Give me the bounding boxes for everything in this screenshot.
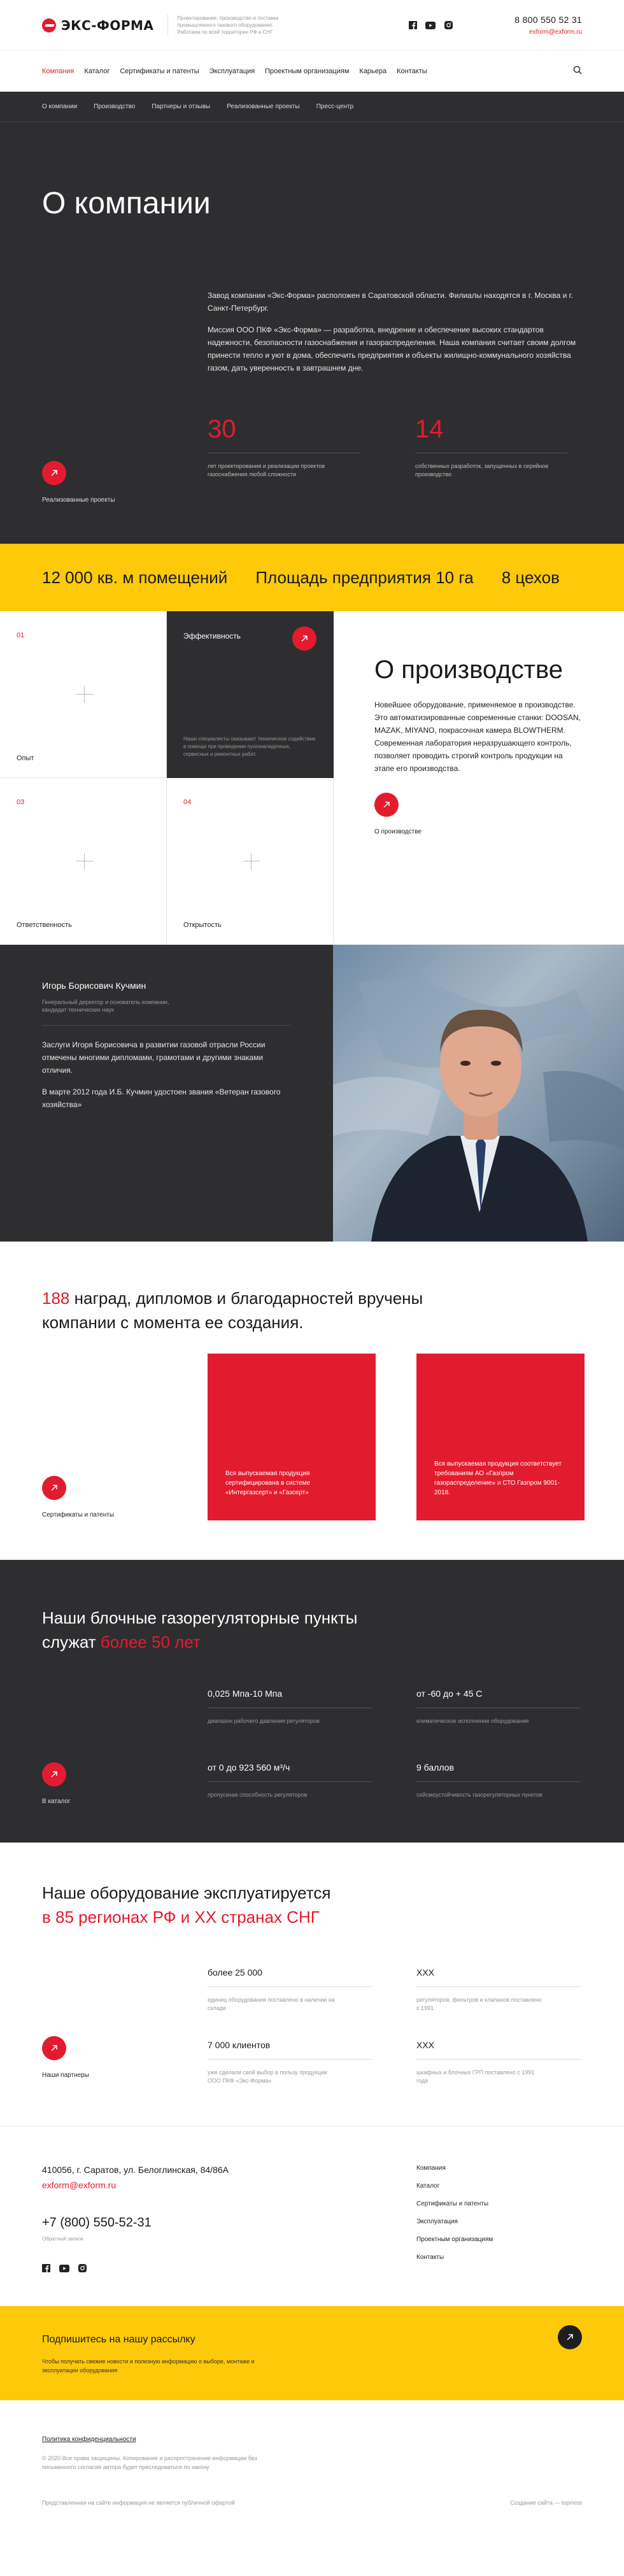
footer-nav-company[interactable]: Компания — [416, 2165, 446, 2172]
tile-number: 03 — [17, 798, 25, 806]
footer-socials — [42, 2264, 87, 2275]
header-email[interactable]: exform@exform.ru — [529, 29, 582, 36]
facebook-icon[interactable] — [42, 2264, 50, 2275]
stat-description: уже сделали свой выбор в пользу продукции ООО ПКФ «Экс-Форма» — [208, 2069, 327, 2084]
stat-grp — [416, 2040, 581, 2085]
stat-value: от 0 до 923 560 м³/ч — [208, 1762, 290, 1773]
stat-description: пропускная способность регуляторов — [208, 1792, 308, 1798]
divider — [208, 1986, 372, 1987]
main-nav — [0, 51, 624, 92]
arrow-icon — [566, 2333, 574, 2341]
production-section — [0, 611, 624, 945]
sub-nav — [0, 92, 624, 122]
plus-icon[interactable] — [76, 686, 93, 703]
stat-description: единиц оборудования поставлено в наличии на складе — [208, 1997, 335, 2011]
subscribe-text: Чтобы получать свежие новости и полезную информацию о выборе, монтаже и эксплуатации оборудования — [42, 2358, 255, 2374]
bottom-bar — [0, 2400, 624, 2576]
nav-design-orgs[interactable]: Проектным организациям — [265, 67, 350, 75]
gas-title-text: Наши блочные газорегуляторные пункты служат — [42, 1608, 358, 1652]
director-paragraph: В марте 2012 года И.Б. Кучмин удостоен звания «Ветеран газового хозяйства» — [42, 1087, 281, 1109]
award-card-text: Вся выпускаемая продукция соответствует требованиям АО «Газпром газораспределение» и СТО Газпром 9001-2018. — [434, 1461, 562, 1496]
nav-career[interactable]: Карьера — [359, 67, 387, 75]
offer-notice: Представленная на сайте информация не является публичной офертой — [42, 2500, 235, 2506]
partners-link-label[interactable]: Наши партнеры — [42, 2072, 89, 2079]
about-section — [0, 92, 624, 544]
arrow-icon[interactable] — [292, 626, 316, 651]
header-tagline: Проектирование, производство и поставка промышленного газового оборудования. Работаем по всей территории РФ и СНГ — [167, 15, 288, 36]
header-contacts — [514, 15, 582, 36]
director-text — [0, 945, 333, 1242]
gas-title — [42, 1606, 360, 1654]
search-icon[interactable] — [573, 66, 582, 78]
page-title: О компании — [42, 187, 211, 220]
divider — [208, 1781, 372, 1782]
award-card-gazprom — [416, 1354, 585, 1520]
tile-efficiency[interactable] — [167, 611, 334, 778]
nav-certificates[interactable]: Сертификаты и патенты — [120, 67, 199, 75]
tile-label: Ответственность — [17, 921, 72, 929]
copyright: © 2020 Все права защищены. Копирование и распространение информации без письменного согласия автора будет преследоваться по закону. — [42, 2455, 257, 2470]
arrow-icon[interactable] — [42, 2036, 66, 2060]
instagram-icon[interactable] — [443, 20, 453, 31]
plus-icon[interactable] — [243, 853, 260, 870]
nav-contacts[interactable]: Контакты — [397, 67, 427, 75]
stat-years — [208, 415, 360, 479]
director-section — [0, 945, 624, 1242]
arrow-icon[interactable] — [42, 461, 66, 485]
facts-band — [0, 544, 624, 611]
fact-territory: Площадь предприятия 10 га — [255, 567, 474, 587]
partners-link[interactable] — [42, 2036, 89, 2079]
logo-icon — [42, 18, 56, 32]
stat-years-label: лет проектирования и реализации проектов газоснабжения любой сложности — [208, 463, 325, 478]
hero — [0, 122, 624, 544]
nav-operation[interactable]: Эксплуатация — [209, 67, 255, 75]
arrow-icon[interactable] — [42, 1762, 66, 1787]
divider — [208, 2059, 372, 2060]
award-card-text: Вся выпускаемая продукция сертифицирована в системе «Интергазсерт» и «Газсерт» — [225, 1470, 311, 1496]
stat-developments — [415, 415, 568, 479]
tile-openness[interactable] — [167, 778, 334, 945]
certificates-link[interactable] — [42, 1476, 114, 1518]
stat-developments-label: собственных разработок, запущенных в серийное производство — [415, 463, 549, 478]
tile-experience[interactable] — [0, 611, 167, 778]
site-header — [0, 0, 624, 51]
regions-title-highlight: в 85 регионах РФ и ХХ странах СНГ — [42, 1907, 320, 1927]
tile-number: 04 — [183, 798, 192, 806]
production-text: Новейшее оборудование, применяемое в производстве. Это автоматизированные современные станки: DOOSAN, MAZAK, MIYANO, покрасочная камера BLOWTHERM. Современная лаборатория неразрушающего контроль, позволяет проводить строгий контроль продукции на этапе его производства. — [374, 700, 581, 773]
director-role: Генеральный директор и основатель компании, кандидат технических наук — [42, 999, 169, 1013]
tile-number: 01 — [17, 632, 25, 639]
hero-paragraph-location: Завод компании «Экс-Форма» расположен в Саратовской области. Филиалы находятся в г. Москва и г. Санкт-Петербург. — [208, 291, 573, 313]
stat-climate — [416, 1688, 581, 1725]
stat-throughput — [208, 1762, 372, 1799]
plus-icon[interactable] — [76, 853, 93, 870]
production-title: О производстве — [374, 656, 563, 684]
stat-value: XXX — [416, 2040, 435, 2050]
production-link[interactable] — [374, 793, 585, 835]
footer-address: 410056, г. Саратов, ул. Белоглинская, 84/86А — [42, 2165, 229, 2175]
regions-title-text: Наше оборудование эксплуатируется — [42, 1883, 331, 1902]
stat-description: шкафных и блочных ГРП поставлено с 1991 года — [416, 2069, 535, 2084]
divider — [416, 1986, 581, 1987]
divider — [416, 2059, 581, 2060]
subscribe-title: Подпишитесь на нашу рассылку — [42, 2334, 195, 2345]
stat-regulators — [416, 1967, 581, 2013]
catalog-link[interactable] — [42, 1762, 71, 1805]
tile-description: Наши специалисты оказывают техническое содействие в помощи при проведении пусконаладочных, сервисных и ремонтных работ. — [183, 736, 316, 757]
subscribe-button[interactable] — [558, 2325, 582, 2349]
privacy-link[interactable]: Политика конфиденциальности — [42, 2436, 136, 2443]
subnav-about[interactable]: О компании — [42, 103, 78, 110]
stat-value: 7 000 клиентов — [208, 2040, 271, 2050]
divider — [42, 1025, 291, 1026]
stat-clients — [208, 2040, 372, 2085]
header-phone[interactable]: 8 800 550 52 31 — [514, 15, 582, 25]
stat-value: 0,025 Мпа-10 Мпа — [208, 1688, 283, 1699]
arrow-icon[interactable] — [374, 793, 399, 817]
stat-seismic — [416, 1762, 581, 1799]
footer-nav-contacts[interactable]: Контакты — [416, 2254, 444, 2261]
subscribe-section — [0, 2306, 624, 2400]
stat-units — [208, 1967, 372, 2013]
stat-years-number: 30 — [208, 415, 236, 443]
regions-section — [0, 1843, 624, 2127]
arrow-icon[interactable] — [42, 1476, 66, 1500]
stat-description: диапазон рабочего давления регуляторов — [208, 1718, 320, 1724]
header-socials — [408, 20, 453, 31]
footer-nav — [416, 2165, 493, 2272]
youtube-icon[interactable] — [425, 20, 436, 31]
stat-description: регуляторов, фильтров и клапанов поставлено с 1991 — [416, 1997, 542, 2011]
tile-title: Эффективность — [183, 632, 241, 640]
catalog-link-label[interactable]: В каталог — [42, 1798, 71, 1805]
gas-title-highlight: более 50 лет — [100, 1632, 201, 1652]
awards-title-text: наград, дипломов и благодарностей вручены компании с момента ее создания. — [42, 1289, 423, 1332]
regions-title — [42, 1881, 399, 1929]
director-photo — [333, 945, 624, 1242]
footer-phone[interactable]: +7 (800) 550-52-31 — [42, 2216, 152, 2230]
stat-pressure — [208, 1688, 372, 1725]
tile-label: Опыт — [17, 754, 34, 762]
divider — [416, 1781, 581, 1782]
awards-section — [0, 1242, 624, 1560]
director-portrait — [333, 945, 624, 1242]
nav-catalog[interactable]: Каталог — [84, 67, 110, 75]
stat-developments-number: 14 — [415, 415, 444, 443]
footer-email[interactable]: exform@exform.ru — [42, 2180, 117, 2190]
subnav-projects[interactable]: Реализованные проекты — [227, 103, 300, 110]
award-card-intergazsert — [208, 1354, 376, 1520]
stat-value: XXX — [416, 1967, 435, 1978]
nav-company[interactable]: Компания — [42, 67, 74, 75]
stat-value: от -60 до + 45 С — [416, 1688, 483, 1699]
fact-area: 12 000 кв. м помещений — [42, 567, 228, 587]
gas-section — [0, 1560, 624, 1843]
instagram-icon[interactable] — [78, 2264, 87, 2275]
production-link-label[interactable]: О производстве — [374, 828, 422, 835]
footer-nav-design-orgs[interactable]: Проектным организациям — [416, 2236, 493, 2243]
awards-count: 188 — [42, 1289, 70, 1308]
footer — [0, 2127, 624, 2306]
awards-title — [42, 1286, 500, 1334]
certificates-link-label[interactable]: Сертификаты и патенты — [42, 1511, 115, 1518]
subnav-press[interactable]: Пресс-центр — [316, 103, 354, 110]
projects-link[interactable] — [42, 461, 115, 504]
subnav-production[interactable]: Производство — [94, 103, 136, 110]
director-paragraph: Заслуги Игоря Борисовича в развитии газовой отрасли России отмечены многими дипломами, грамотами и другими знаками отличия. — [42, 1040, 266, 1075]
stat-value: 9 баллов — [416, 1762, 454, 1773]
youtube-icon[interactable] — [59, 2264, 69, 2275]
tile-responsibility[interactable] — [0, 778, 167, 945]
footer-nav-operation[interactable]: Эксплуатация — [416, 2218, 458, 2225]
logo[interactable] — [42, 18, 153, 33]
stat-description: климатическое исполнение оборудования — [416, 1718, 529, 1724]
logo-text: ЭКС-ФОРМА — [61, 17, 154, 33]
production-info — [374, 656, 585, 835]
hero-text — [208, 289, 583, 374]
stat-value: более 25 000 — [208, 1967, 262, 1978]
callback-link[interactable]: Обратный звонок — [42, 2236, 83, 2242]
director-name: Игорь Борисович Кучмин — [42, 980, 146, 991]
footer-nav-certificates[interactable]: Сертификаты и патенты — [416, 2200, 489, 2207]
developer-link[interactable]: Создание сайта — topmost — [510, 2500, 582, 2506]
subnav-partners[interactable]: Партнеры и отзывы — [152, 103, 211, 110]
fact-workshops: 8 цехов — [501, 567, 560, 587]
hero-paragraph-mission: Миссия ООО ПКФ «Экс-Форма» — разработка, внедрение и обеспечение высоких стандартов надежности, безопасности газоснабжения и газораспределения. Наша компания считает своим долгом принести тепло и уют в дома, обеспечить предприятия и объекты жилищно-коммунального хозяйства газом, дать уверенность в завтрашнем дне. — [208, 325, 576, 372]
stat-description: сейсмоустойчивость газорегуляторных пунктов — [416, 1792, 542, 1798]
footer-nav-catalog[interactable]: Каталог — [416, 2183, 440, 2190]
projects-link-label[interactable]: Реализованные проекты — [42, 497, 115, 504]
tile-label: Открытость — [183, 921, 222, 929]
facebook-icon[interactable] — [408, 20, 418, 31]
